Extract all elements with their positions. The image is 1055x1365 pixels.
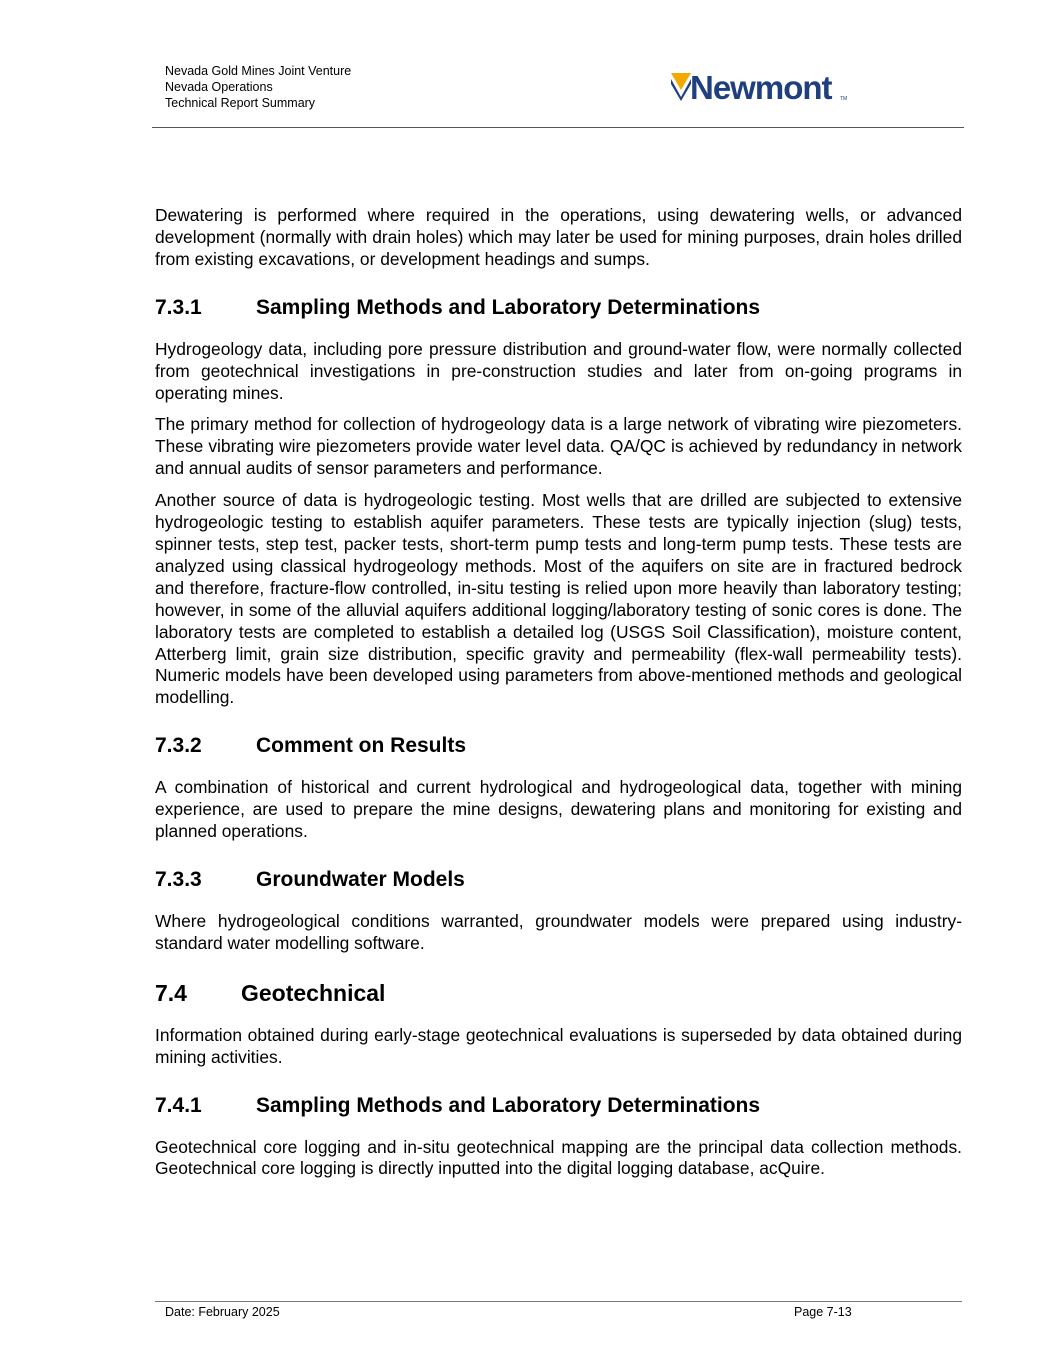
- heading-7-3-1: [155, 295, 962, 321]
- header-divider: [152, 127, 964, 128]
- heading-title: Comment on Results: [256, 734, 467, 758]
- heading-number: 7.4.1: [155, 1093, 202, 1117]
- page-content: [155, 205, 962, 1190]
- heading-7-4-1: [155, 1093, 962, 1119]
- heading-7-3-3: [155, 867, 962, 893]
- paragraph: Information obtained during early-stage geotechnical evaluations is superseded by data obtained during mining activities.: [155, 1024, 962, 1067]
- heading-title: Sampling Methods and Laboratory Determinations: [256, 1093, 761, 1117]
- intro-paragraph: Dewatering is performed where required in the operations, using dewatering wells, or advanced development (normally with drain holes) which may later be used for mining purposes, drain holes drilled from existing excavations, or development headings and sumps.: [155, 205, 962, 269]
- logo-trademark: TM: [840, 96, 848, 102]
- heading-title: Sampling Methods and Laboratory Determinations: [256, 295, 761, 319]
- paragraph: Another source of data is hydrogeologic testing. Most wells that are drilled are subjected to extensive hydrogeologic testing to establish aquifer parameters. These tests are typically injection (slug) tests, spinner tests, step test, packer tests, short-term pump tests and long-term pump tests. These tests are analyzed using classical hydrogeology methods. Most of the aquifers on site are in fractured bedrock and therefore, fracture-flow controlled, in-situ testing is relied upon more heavily than laboratory testing; however, in some of the alluvial aquifers additional logging/laboratory testing of sonic cores is done. The laboratory tests are completed to establish a detailed log (USGS Soil Classification), moisture content, Atterberg limit, grain size distribution, specific gravity and permeability (flex-wall permeability tests). Numeric models have been developed using parameters from above-mentioned methods and geological modelling.: [155, 490, 962, 708]
- footer-date: Date: February 2025: [165, 1305, 280, 1319]
- heading-number: 7.3.3: [155, 867, 202, 891]
- heading-number: 7.3.2: [155, 734, 202, 758]
- heading-7-3-2: [155, 733, 962, 759]
- footer-divider: [155, 1301, 962, 1302]
- header-report-type: Technical Report Summary: [165, 96, 316, 110]
- logo-wordmark: Newmont: [690, 70, 832, 106]
- newmont-logo: [670, 70, 860, 106]
- header-info: [165, 63, 351, 111]
- paragraph: Geotechnical core logging and in-situ geotechnical mapping are the principal data collection methods. Geotechnical core logging is directly inputted into the digital logging database, acQuire.: [155, 1136, 962, 1179]
- heading-7-4: [155, 979, 962, 1007]
- header-company: Nevada Gold Mines Joint Venture: [165, 64, 352, 78]
- heading-title: Groundwater Models: [256, 867, 465, 891]
- paragraph: Hydrogeology data, including pore pressure distribution and ground-water flow, were normally collected from geotechnical investigations in pre-construction studies and later from on-going programs in operating mines.: [155, 338, 962, 403]
- heading-title: Geotechnical: [241, 979, 386, 1006]
- paragraph: Where hydrogeological conditions warranted, groundwater models were prepared using industry-standard water modelling software.: [155, 910, 962, 953]
- footer-page-number: Page 7-13: [794, 1305, 852, 1319]
- paragraph: The primary method for collection of hydrogeology data is a large network of vibrating wire piezometers. These vibrating wire piezometers provide water level data. QA/QC is achieved by redundancy in network and annual audits of sensor parameters and performance.: [155, 414, 962, 479]
- heading-number: 7.3.1: [155, 295, 202, 319]
- header-operations: Nevada Operations: [165, 80, 273, 94]
- paragraph: A combination of historical and current hydrological and hydrogeological data, together with mining experience, are used to prepare the mine designs, dewatering plans and monitoring for existing and planned operations.: [155, 777, 962, 842]
- heading-number: 7.4: [155, 979, 187, 1006]
